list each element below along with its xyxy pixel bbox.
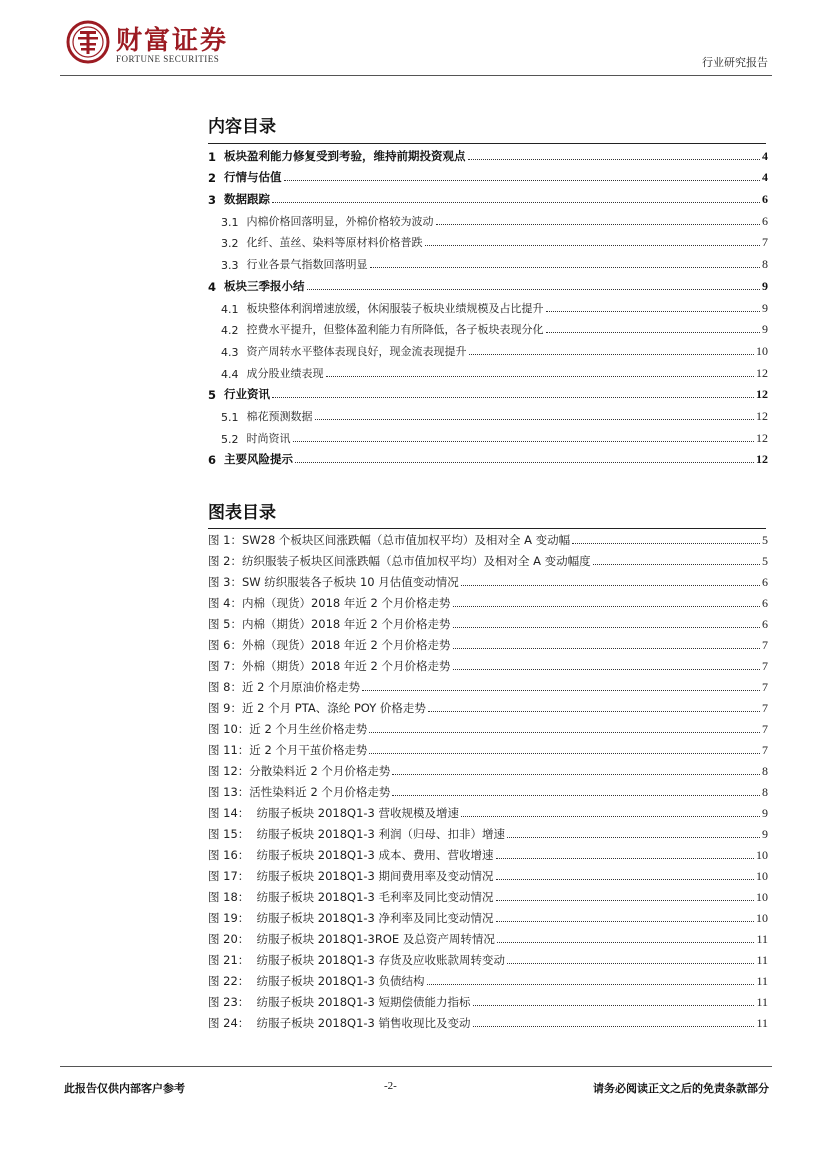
dot-leader [496,879,754,880]
dot-leader [362,690,760,691]
figure-entry[interactable] [208,884,768,905]
toc-entry-page: 12 [756,430,768,445]
toc-entry-number: 3 [208,193,217,208]
dot-leader [461,816,760,817]
figure-entry[interactable] [208,695,768,716]
figure-entry[interactable] [208,926,768,947]
toc-entry-number: 4.3 [221,345,239,359]
toc-entry-text: 行情与估值 [224,170,282,185]
dot-leader [315,419,755,420]
dot-leader [369,753,760,754]
figure-entry-text: 图 17： 纺服子板块 2018Q1-3 期间费用率及变动情况 [208,869,494,883]
page-number: -2- [384,1080,397,1092]
toc-entry-page: 9 [762,300,768,315]
figure-entry-text: 图 7：外棉（期货）2018 年近 2 个月价格走势 [208,659,451,673]
figure-entry-page: 9 [762,806,768,820]
toc-entry-page: 9 [762,322,768,337]
figure-entry[interactable] [208,548,768,569]
toc-entry-text: 板块盈利能力修复受到考验，维持前期投资观点 [224,148,466,163]
fortune-seal-logo-icon [66,20,110,64]
figure-entry[interactable] [208,968,768,989]
figure-entry-text: 图 11：近 2 个月干茧价格走势 [208,743,368,757]
figure-entry-text: 图 5：内棉（期货）2018 年近 2 个月价格走势 [208,617,451,631]
toc-entry-text: 内棉价格回落明显，外棉价格较为波动 [246,214,434,228]
dot-leader [453,648,760,649]
toc-entry-page: 6 [762,213,768,228]
toc-entry-text: 数据跟踪 [224,192,271,207]
dot-leader [307,289,760,290]
figure-entry-page: 7 [762,638,768,652]
toc-entry-page: 9 [762,278,768,293]
figure-entry-page: 11 [756,995,768,1009]
dot-leader [272,397,754,398]
figure-entry[interactable] [208,821,768,842]
figure-entry-text: 图 24： 纺服子板块 2018Q1-3 销售收现比及变动 [208,1016,471,1030]
toc-entry-text: 主要风险提示 [224,452,294,467]
figure-entry[interactable] [208,989,768,1010]
dot-leader [469,354,755,355]
figure-entry-text: 图 20： 纺服子板块 2018Q1-3ROE 及总资产周转情况 [208,932,495,946]
toc-entry-number: 4.4 [221,367,239,381]
dot-leader [453,606,760,607]
figure-entry-text: 图 23： 纺服子板块 2018Q1-3 短期偿债能力指标 [208,995,471,1009]
figure-entry-text: 图 2：纺织服装子板块区间涨跌幅（总市值加权平均）及相对全 A 变动幅度 [208,554,591,568]
dot-leader [593,564,760,565]
toc-entry[interactable] [208,316,768,338]
dot-leader [461,585,760,586]
toc-entry[interactable] [208,381,768,403]
toc-entry-number: 6 [208,453,217,468]
dot-leader [496,858,754,859]
toc-entry[interactable] [208,164,768,186]
toc-entry-number: 3.2 [221,237,239,251]
dot-leader [468,159,760,160]
dot-leader [546,311,761,312]
figure-entry-text: 图 8：近 2 个月原油价格走势 [208,680,361,694]
dot-leader [392,774,760,775]
dot-leader [425,245,761,246]
dot-leader [295,462,754,463]
figure-entry[interactable] [208,716,768,737]
figure-entry[interactable] [208,842,768,863]
dot-leader [496,900,754,901]
dot-leader [497,942,755,943]
toc-entry-text: 资产周转水平整体表现良好，现金流表现提升 [246,344,467,358]
toc-entry[interactable] [208,207,768,229]
figure-entry-text: 图 12：分散染料近 2 个月价格走势 [208,764,391,778]
figure-entry-text: 图 21： 纺服子板块 2018Q1-3 存货及应收账款周转变动 [208,953,506,967]
figure-entry-text: 图 16： 纺服子板块 2018Q1-3 成本、费用、营收增速 [208,848,494,862]
toc-entry-number: 5.2 [221,432,239,446]
figure-entry-page: 10 [756,869,768,883]
figure-entry-text: 图 9：近 2 个月 PTA、涤纶 POY 价格走势 [208,701,426,715]
figure-entry-text: 图 19： 纺服子板块 2018Q1-3 净利率及同比变动情况 [208,911,494,925]
figure-entry-page: 11 [756,1016,768,1030]
page-header [60,18,772,74]
toc-entry-text: 行业资讯 [224,387,271,402]
figure-entry-page: 10 [756,890,768,904]
toc-entry[interactable] [208,185,768,207]
toc-entry-number: 3.1 [221,215,239,229]
dot-leader [473,1026,755,1027]
figure-entry-page: 7 [762,680,768,694]
toc-entry-page: 12 [756,365,768,380]
figure-entry-page: 8 [762,785,768,799]
figure-entry-page: 8 [762,764,768,778]
figure-entry-page: 10 [756,848,768,862]
dot-leader [326,376,755,377]
toc-entry-text: 控费水平提升，但整体盈利能力有所降低，各子板块表现分化 [246,323,544,337]
footer-disclaimer-left: 此报告仅供内部客户参考 [64,1082,185,1095]
toc-entry-number: 5 [208,388,217,403]
toc-entry-page: 12 [756,452,768,467]
figure-entry[interactable] [208,674,768,695]
toc-entry[interactable] [208,359,768,381]
toc-entry-number: 4.2 [221,324,239,338]
dot-leader [284,180,760,181]
footer-disclaimer-right: 请务必阅读正文之后的免责条款部分 [593,1082,769,1095]
dot-leader [453,669,760,670]
dot-leader [507,963,754,964]
figure-entry-text: 图 13：活性染料近 2 个月价格走势 [208,785,391,799]
header-divider [60,75,772,76]
dot-leader [369,732,760,733]
toc-entry-text: 化纤、茧丝、染料等原材料价格普跌 [246,236,423,250]
figure-entry-text: 图 18： 纺服子板块 2018Q1-3 毛利率及同比变动情况 [208,890,494,904]
figure-entry[interactable] [208,569,768,590]
brand-name: 财富证券 [116,26,229,56]
dot-leader [507,837,760,838]
toc-entry-text: 时尚资讯 [246,431,291,445]
figure-entry-page: 10 [756,911,768,925]
toc-entry-page: 4 [762,170,768,185]
toc-entry-page: 12 [756,408,768,423]
toc-entry-number: 3.3 [221,259,239,273]
toc-entry-text: 板块三季报小结 [224,278,305,293]
table-of-contents [208,142,768,467]
figure-entry-page: 5 [762,533,768,547]
figure-entry[interactable] [208,611,768,632]
toc-entry-page: 7 [762,235,768,250]
figure-list-title: 图表目录 [208,503,276,523]
figure-entry-page: 11 [756,932,768,946]
toc-entry[interactable] [208,424,768,446]
figure-entry[interactable] [208,632,768,653]
figure-entry-page: 6 [762,575,768,589]
dot-leader [272,202,760,203]
dot-leader [436,224,761,225]
figure-entry-page: 11 [756,953,768,967]
dot-leader [427,984,755,985]
report-type-label: 行业研究报告 [702,56,768,69]
figure-entry[interactable] [208,947,768,968]
toc-entry-number: 4.1 [221,302,239,316]
figure-entry-page: 9 [762,827,768,841]
dot-leader [293,441,755,442]
toc-entry-number: 4 [208,279,217,294]
figure-entry[interactable] [208,653,768,674]
toc-entry-page: 12 [756,387,768,402]
toc-entry-number: 2 [208,171,217,186]
figure-entry[interactable] [208,758,768,779]
figure-entry[interactable] [208,527,768,548]
figure-entry[interactable] [208,905,768,926]
toc-entry[interactable] [208,142,768,164]
toc-entry-number: 1 [208,149,217,164]
figure-entry-text: 图 14： 纺服子板块 2018Q1-3 营收规模及增速 [208,806,460,820]
figure-entry-text: 图 4：内棉（现货）2018 年近 2 个月价格走势 [208,596,451,610]
figure-entry-text: 图 22： 纺服子板块 2018Q1-3 负债结构 [208,974,425,988]
toc-entry-number: 5.1 [221,410,239,424]
figure-entry-page: 6 [762,596,768,610]
toc-entry-page: 8 [762,257,768,272]
toc-entry-page: 10 [756,343,768,358]
figure-entry-page: 7 [762,743,768,757]
dot-leader [473,1005,755,1006]
figure-entry-page: 5 [762,554,768,568]
figure-entry-page: 7 [762,659,768,673]
dot-leader [453,627,760,628]
figure-entry-text: 图 1：SW28 个板块区间涨跌幅（总市值加权平均）及相对全 A 变动幅 [208,533,571,547]
dot-leader [370,267,761,268]
figure-entry[interactable] [208,800,768,821]
figure-entry-page: 6 [762,617,768,631]
figure-entry[interactable] [208,590,768,611]
dot-leader [496,921,754,922]
figure-entry[interactable] [208,779,768,800]
figure-entry-page: 7 [762,722,768,736]
figure-entry-text: 图 10：近 2 个月生丝价格走势 [208,722,368,736]
figure-entry[interactable] [208,863,768,884]
toc-entry-page: 6 [762,192,768,207]
toc-title: 内容目录 [208,117,276,137]
toc-entry[interactable] [208,337,768,359]
toc-entry-text: 成分股业绩表现 [246,366,324,380]
footer-divider [60,1066,772,1067]
figure-list [208,527,768,1031]
dot-leader [546,332,761,333]
toc-entry[interactable] [208,446,768,468]
figure-entry-page: 7 [762,701,768,715]
dot-leader [572,543,760,544]
figure-entry-text: 图 6：外棉（现货）2018 年近 2 个月价格走势 [208,638,451,652]
brand-name-english: FORTUNE SECURITIES [116,54,220,64]
toc-entry-page: 4 [762,148,768,163]
toc-entry-text: 棉花预测数据 [246,409,313,423]
toc-entry[interactable] [208,402,768,424]
figure-entry[interactable] [208,737,768,758]
toc-entry-text: 行业各景气指数回落明显 [246,258,368,272]
toc-entry-text: 板块整体利润增速放缓，休闲服装子板块业绩规模及占比提升 [246,301,544,315]
dot-leader [392,795,760,796]
toc-entry[interactable] [208,229,768,251]
dot-leader [428,711,760,712]
figure-entry-page: 11 [756,974,768,988]
figure-entry[interactable] [208,1010,768,1031]
toc-entry[interactable] [208,250,768,272]
toc-entry[interactable] [208,294,768,316]
figure-entry-text: 图 3：SW 纺织服装各子板块 10 月估值变动情况 [208,575,459,589]
figure-entry-text: 图 15： 纺服子板块 2018Q1-3 利润（归母、扣非）增速 [208,827,506,841]
toc-entry[interactable] [208,272,768,294]
